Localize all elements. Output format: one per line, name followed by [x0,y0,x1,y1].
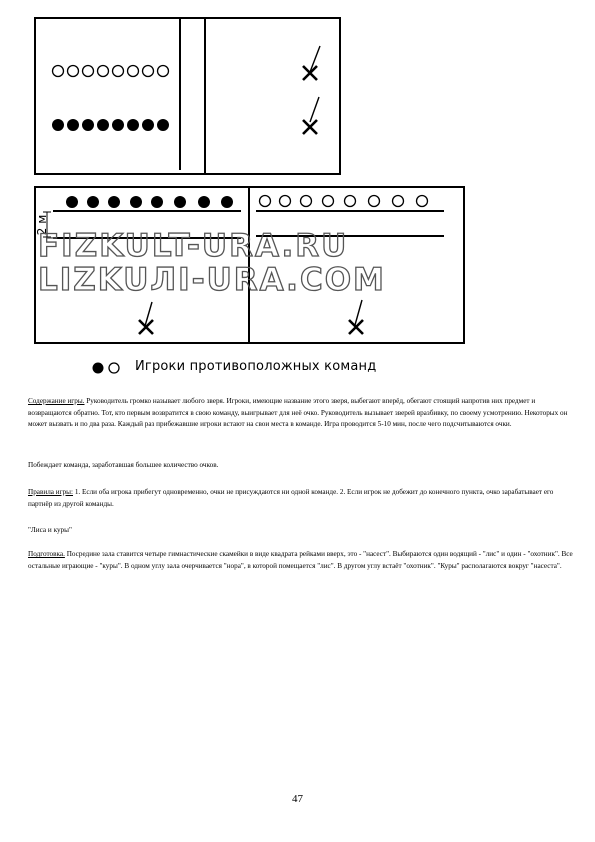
prep-body: Посредине зала ставится четыре гимнастические скамейки в виде квадрата рейками вверх, это - "насест". Выбираются один водящий - "лис" и один - "охотник". Все остальные играющие - "куры". В одном углу зала очерчивается "нора", в которой помещается "лис". В другом углу встаёт "охотник". "Куры" располагаются вокруг "насеста". [28,550,573,570]
game-diagram [0,0,595,380]
rules-heading: Правила игры: [28,488,74,496]
paragraph-winner: Побеждает команда, заработавшая большее количество очков. [28,461,219,469]
filled-circle-row [66,196,233,208]
flag-icon [303,97,319,134]
flag-icon [139,302,153,334]
rules-body: 1. Если оба игрока прибегут одновременно, очки не присуждаются ни одной команде. 2. Если игрок не добежит до конечного пункта, очко зарабатывает его партнёр из другой команды. [28,488,554,508]
watermark-line-2: LIZKUЛI-URA.COM [38,262,386,298]
flag-icon [349,300,363,334]
content-body: Руководитель громко называет любого зверя. Игроки, имеющие название этого зверя, выбегают вперёд, обегают стоящий напротив них предмет и возвращаются обратно. Тот, кто первым возвратится в свою команду, выигрывает для неё очко. Руководитель вызывает зверей вразбивку, по своему усмотрению. Некоторых он может вызвать и по два раза. Каждый раз прибежавшие игроки встают на свои места в команде. Игра проводится 5-10 мин, после чего подсчитываются очки. [28,397,568,428]
top-court-diagram [35,18,340,174]
filled-circle-row [52,119,169,131]
paragraph-preparation [28,549,576,572]
legend-symbols [93,363,120,374]
legend-label: Игроки противоположных команд [135,359,377,374]
flag-icon [303,46,320,80]
open-circle-row [53,66,169,77]
bottom-court-diagram [35,187,464,343]
paragraph-rules [28,487,576,510]
page-number: 47 [292,793,303,805]
watermark-line-1: FIZKULT-URA.RU [38,228,349,264]
game-title: "Лиса и куры" [28,526,72,534]
prep-heading: Подготовка. [28,550,65,558]
distance-label: 2 м [35,214,49,236]
open-circle-row [260,196,428,207]
paragraph-content [28,396,576,431]
content-heading: Содержание игры. [28,397,85,405]
